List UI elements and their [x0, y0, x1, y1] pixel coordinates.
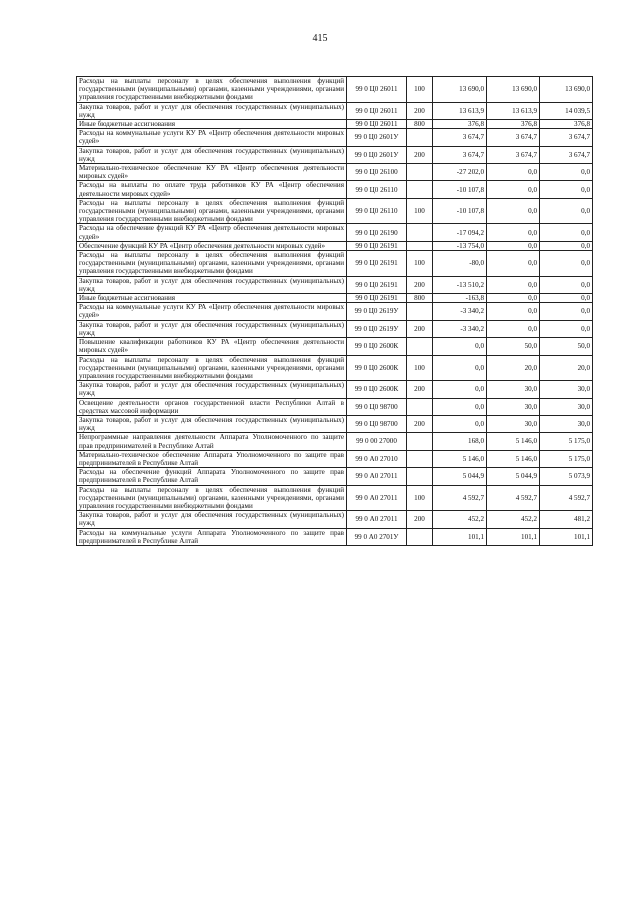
- amount-year2-cell: 0,0: [487, 276, 540, 293]
- table-row: [77, 102, 593, 119]
- amount-year2-cell: 4 592,7: [487, 485, 540, 511]
- table-row: [77, 224, 593, 241]
- expense-type-code-cell: 800: [407, 120, 433, 129]
- amount-change-cell: -3 340,2: [433, 303, 487, 320]
- budget-table-body: [77, 77, 593, 546]
- amount-year3-cell: 101,1: [540, 528, 593, 545]
- expense-name-cell: Обеспечение функций КУ РА «Центр обеспечения деятельности мировых судей»: [77, 241, 347, 250]
- expense-type-code-cell: 100: [407, 198, 433, 224]
- target-article-code-cell: 99 0 Ц0 2619У: [347, 320, 407, 337]
- target-article-code-cell: 99 0 Ц0 2600К: [347, 338, 407, 355]
- table-row: [77, 294, 593, 303]
- amount-year2-cell: 0,0: [487, 251, 540, 277]
- expense-name-cell: Закупка товаров, работ и услуг для обеспечения государственных (муниципальных) нужд: [77, 381, 347, 398]
- amount-year3-cell: 0,0: [540, 181, 593, 198]
- expense-type-code-cell: 200: [407, 320, 433, 337]
- target-article-code-cell: 99 0 Ц0 2600К: [347, 381, 407, 398]
- expense-type-code-cell: [407, 433, 433, 450]
- amount-year2-cell: 20,0: [487, 355, 540, 381]
- table-row: [77, 241, 593, 250]
- target-article-code-cell: 99 0 Ц0 26191: [347, 294, 407, 303]
- amount-year3-cell: 0,0: [540, 320, 593, 337]
- expense-name-cell: Расходы на коммунальные услуги КУ РА «Центр обеспечения деятельности мировых судей»: [77, 303, 347, 320]
- target-article-code-cell: 99 0 Ц0 2601У: [347, 129, 407, 146]
- amount-change-cell: -13 510,2: [433, 276, 487, 293]
- amount-change-cell: 13 613,9: [433, 102, 487, 119]
- amount-year3-cell: 50,0: [540, 338, 593, 355]
- expense-type-code-cell: 200: [407, 415, 433, 432]
- amount-year3-cell: 0,0: [540, 198, 593, 224]
- amount-year3-cell: 0,0: [540, 164, 593, 181]
- expense-type-code-cell: [407, 164, 433, 181]
- amount-change-cell: 5 044,9: [433, 468, 487, 485]
- expense-name-cell: Закупка товаров, работ и услуг для обеспечения государственных (муниципальных) нужд: [77, 511, 347, 528]
- table-row: [77, 528, 593, 545]
- amount-year3-cell: 481,2: [540, 511, 593, 528]
- amount-year2-cell: 3 674,7: [487, 129, 540, 146]
- expense-type-code-cell: [407, 241, 433, 250]
- amount-year2-cell: 3 674,7: [487, 146, 540, 163]
- amount-year2-cell: 30,0: [487, 398, 540, 415]
- amount-year2-cell: 30,0: [487, 415, 540, 432]
- table-row: [77, 415, 593, 432]
- table-row: [77, 433, 593, 450]
- target-article-code-cell: 99 0 Ц0 26011: [347, 77, 407, 103]
- table-row: [77, 146, 593, 163]
- amount-change-cell: 13 690,0: [433, 77, 487, 103]
- table-row: [77, 164, 593, 181]
- table-row: [77, 355, 593, 381]
- amount-year2-cell: 5 044,9: [487, 468, 540, 485]
- amount-year2-cell: 50,0: [487, 338, 540, 355]
- expense-name-cell: Закупка товаров, работ и услуг для обеспечения государственных (муниципальных) нужд: [77, 146, 347, 163]
- amount-change-cell: 101,1: [433, 528, 487, 545]
- target-article-code-cell: 99 0 А0 27011: [347, 485, 407, 511]
- target-article-code-cell: 99 0 А0 27011: [347, 511, 407, 528]
- table-row: [77, 77, 593, 103]
- table-row: [77, 338, 593, 355]
- amount-year2-cell: 0,0: [487, 198, 540, 224]
- amount-change-cell: -10 107,8: [433, 181, 487, 198]
- amount-change-cell: -13 754,0: [433, 241, 487, 250]
- expense-name-cell: Расходы на выплаты персоналу в целях обеспечения выполнения функций государственными (муниципальными) органами, казенными учреждениями, органами управления государственными внебюджетными фондами: [77, 485, 347, 511]
- expense-name-cell: Расходы на выплаты персоналу в целях обеспечения выполнения функций государственными (муниципальными) органами, казенными учреждениями, органами управления государственными внебюджетными фондами: [77, 251, 347, 277]
- amount-year3-cell: 30,0: [540, 398, 593, 415]
- expense-name-cell: Иные бюджетные ассигнования: [77, 294, 347, 303]
- expense-type-code-cell: [407, 468, 433, 485]
- amount-year3-cell: 0,0: [540, 276, 593, 293]
- amount-year2-cell: 101,1: [487, 528, 540, 545]
- amount-year3-cell: 20,0: [540, 355, 593, 381]
- amount-change-cell: -80,0: [433, 251, 487, 277]
- amount-year3-cell: 0,0: [540, 294, 593, 303]
- expense-type-code-cell: 200: [407, 511, 433, 528]
- expense-name-cell: Расходы на выплаты по оплате труда работников КУ РА «Центр обеспечения деятельности мировых судей»: [77, 181, 347, 198]
- amount-change-cell: 0,0: [433, 398, 487, 415]
- target-article-code-cell: 99 0 Ц0 26191: [347, 251, 407, 277]
- target-article-code-cell: 99 0 Ц0 26191: [347, 276, 407, 293]
- amount-year3-cell: 0,0: [540, 241, 593, 250]
- page-number: 415: [312, 33, 328, 44]
- expense-type-code-cell: 800: [407, 294, 433, 303]
- amount-change-cell: -17 094,2: [433, 224, 487, 241]
- expense-name-cell: Расходы на обеспечение функций Аппарата Уполномоченного по защите прав предпринимателей в Республике Алтай: [77, 468, 347, 485]
- amount-year2-cell: 0,0: [487, 320, 540, 337]
- amount-year3-cell: 376,8: [540, 120, 593, 129]
- expense-type-code-cell: [407, 129, 433, 146]
- expense-type-code-cell: [407, 338, 433, 355]
- amount-change-cell: -10 107,8: [433, 198, 487, 224]
- amount-change-cell: 0,0: [433, 338, 487, 355]
- expense-type-code-cell: 200: [407, 381, 433, 398]
- amount-year2-cell: 0,0: [487, 303, 540, 320]
- expense-name-cell: Закупка товаров, работ и услуг для обеспечения государственных (муниципальных) нужд: [77, 415, 347, 432]
- amount-year3-cell: 0,0: [540, 224, 593, 241]
- target-article-code-cell: 99 0 Ц0 26191: [347, 241, 407, 250]
- table-row: [77, 181, 593, 198]
- table-row: [77, 120, 593, 129]
- amount-change-cell: 0,0: [433, 415, 487, 432]
- target-article-code-cell: 99 0 Ц0 26110: [347, 198, 407, 224]
- target-article-code-cell: 99 0 Ц0 26011: [347, 120, 407, 129]
- table-row: [77, 381, 593, 398]
- expense-name-cell: Расходы на выплаты персоналу в целях обеспечения выполнения функций государственными (муниципальными) органами, казенными учреждениями, органами управления государственными внебюджетными фондами: [77, 77, 347, 103]
- amount-year2-cell: 0,0: [487, 164, 540, 181]
- amount-year2-cell: 5 146,0: [487, 433, 540, 450]
- amount-year3-cell: 4 592,7: [540, 485, 593, 511]
- amount-year3-cell: 5 073,9: [540, 468, 593, 485]
- amount-change-cell: 0,0: [433, 381, 487, 398]
- amount-change-cell: -3 340,2: [433, 320, 487, 337]
- expense-type-code-cell: [407, 398, 433, 415]
- table-row: [77, 485, 593, 511]
- amount-year2-cell: 0,0: [487, 241, 540, 250]
- expense-type-code-cell: 200: [407, 276, 433, 293]
- expense-name-cell: Закупка товаров, работ и услуг для обеспечения государственных (муниципальных) нужд: [77, 276, 347, 293]
- expense-type-code-cell: [407, 303, 433, 320]
- amount-year3-cell: 14 039,5: [540, 102, 593, 119]
- expense-name-cell: Расходы на коммунальные услуги Аппарата Уполномоченного по защите прав предпринимателей в Республике Алтай: [77, 528, 347, 545]
- amount-year2-cell: 0,0: [487, 181, 540, 198]
- expense-name-cell: Закупка товаров, работ и услуг для обеспечения государственных (муниципальных) нужд: [77, 320, 347, 337]
- amount-year3-cell: 13 690,0: [540, 77, 593, 103]
- amount-change-cell: 0,0: [433, 355, 487, 381]
- amount-change-cell: 3 674,7: [433, 129, 487, 146]
- expense-name-cell: Материально-техническое обеспечение Аппарата Уполномоченного по защите прав предпринимателей в Республике Алтай: [77, 450, 347, 467]
- amount-change-cell: 5 146,0: [433, 450, 487, 467]
- expense-type-code-cell: [407, 450, 433, 467]
- target-article-code-cell: 99 0 А0 27011: [347, 468, 407, 485]
- amount-change-cell: 3 674,7: [433, 146, 487, 163]
- amount-change-cell: -27 202,0: [433, 164, 487, 181]
- target-article-code-cell: 99 0 Ц0 2619У: [347, 303, 407, 320]
- target-article-code-cell: 99 0 А0 2701У: [347, 528, 407, 545]
- target-article-code-cell: 99 0 Ц0 26190: [347, 224, 407, 241]
- expense-name-cell: Расходы на обеспечение функций КУ РА «Центр обеспечения деятельности мировых судей»: [77, 224, 347, 241]
- amount-year2-cell: 30,0: [487, 381, 540, 398]
- amount-year3-cell: 0,0: [540, 303, 593, 320]
- table-row: [77, 276, 593, 293]
- amount-year3-cell: 30,0: [540, 381, 593, 398]
- table-row: [77, 198, 593, 224]
- expense-name-cell: Освещение деятельности органов государственной власти Республики Алтай в средствах массовой информации: [77, 398, 347, 415]
- table-row: [77, 450, 593, 467]
- amount-change-cell: 4 592,7: [433, 485, 487, 511]
- expense-type-code-cell: 100: [407, 77, 433, 103]
- expense-type-code-cell: [407, 528, 433, 545]
- target-article-code-cell: 99 0 Ц0 98700: [347, 398, 407, 415]
- expense-type-code-cell: [407, 224, 433, 241]
- table-row: [77, 398, 593, 415]
- amount-year2-cell: 0,0: [487, 294, 540, 303]
- expense-type-code-cell: 200: [407, 102, 433, 119]
- expense-type-code-cell: 200: [407, 146, 433, 163]
- amount-year3-cell: 3 674,7: [540, 146, 593, 163]
- amount-year3-cell: 3 674,7: [540, 129, 593, 146]
- expense-name-cell: Расходы на коммунальные услуги КУ РА «Центр обеспечения деятельности мировых судей»: [77, 129, 347, 146]
- expense-name-cell: Материально-техническое обеспечение КУ РА «Центр обеспечения деятельности мировых судей»: [77, 164, 347, 181]
- target-article-code-cell: 99 0 Ц0 26011: [347, 102, 407, 119]
- target-article-code-cell: 99 0 Ц0 98700: [347, 415, 407, 432]
- amount-change-cell: 452,2: [433, 511, 487, 528]
- amount-year2-cell: 13 690,0: [487, 77, 540, 103]
- amount-year3-cell: 5 175,0: [540, 433, 593, 450]
- table-row: [77, 468, 593, 485]
- target-article-code-cell: 99 0 00 27000: [347, 433, 407, 450]
- table-row: [77, 511, 593, 528]
- expense-name-cell: Расходы на выплаты персоналу в целях обеспечения выполнения функций государственными (муниципальными) органами, казенными учреждениями, органами управления государственными внебюджетными фондами: [77, 198, 347, 224]
- expense-type-code-cell: 100: [407, 355, 433, 381]
- table-row: [77, 251, 593, 277]
- target-article-code-cell: 99 0 Ц0 26100: [347, 164, 407, 181]
- expense-name-cell: Непрограммные направления деятельности Аппарата Уполномоченного по защите прав предпринимателей в Республике Алтай: [77, 433, 347, 450]
- expense-name-cell: Иные бюджетные ассигнования: [77, 120, 347, 129]
- amount-year2-cell: 13 613,9: [487, 102, 540, 119]
- table-row: [77, 320, 593, 337]
- amount-year2-cell: 376,8: [487, 120, 540, 129]
- budget-table: [76, 76, 593, 546]
- amount-year3-cell: 0,0: [540, 251, 593, 277]
- expense-name-cell: Закупка товаров, работ и услуг для обеспечения государственных (муниципальных) нужд: [77, 102, 347, 119]
- table-row: [77, 303, 593, 320]
- amount-year2-cell: 0,0: [487, 224, 540, 241]
- target-article-code-cell: 99 0 Ц0 26110: [347, 181, 407, 198]
- expense-name-cell: Расходы на выплаты персоналу в целях обеспечения выполнения функций государственными (муниципальными) органами, казенными учреждениями, органами управления государственными внебюджетными фондами: [77, 355, 347, 381]
- amount-year2-cell: 452,2: [487, 511, 540, 528]
- amount-change-cell: 376,8: [433, 120, 487, 129]
- amount-year2-cell: 5 146,0: [487, 450, 540, 467]
- amount-change-cell: -163,8: [433, 294, 487, 303]
- expense-name-cell: Повышение квалификации работников КУ РА «Центр обеспечения деятельности мировых судей»: [77, 338, 347, 355]
- expense-type-code-cell: 100: [407, 251, 433, 277]
- table-row: [77, 129, 593, 146]
- target-article-code-cell: 99 0 Ц0 2601У: [347, 146, 407, 163]
- target-article-code-cell: 99 0 А0 27010: [347, 450, 407, 467]
- amount-year3-cell: 5 175,0: [540, 450, 593, 467]
- amount-year3-cell: 30,0: [540, 415, 593, 432]
- target-article-code-cell: 99 0 Ц0 2600К: [347, 355, 407, 381]
- expense-type-code-cell: [407, 181, 433, 198]
- expense-type-code-cell: 100: [407, 485, 433, 511]
- amount-change-cell: 168,0: [433, 433, 487, 450]
